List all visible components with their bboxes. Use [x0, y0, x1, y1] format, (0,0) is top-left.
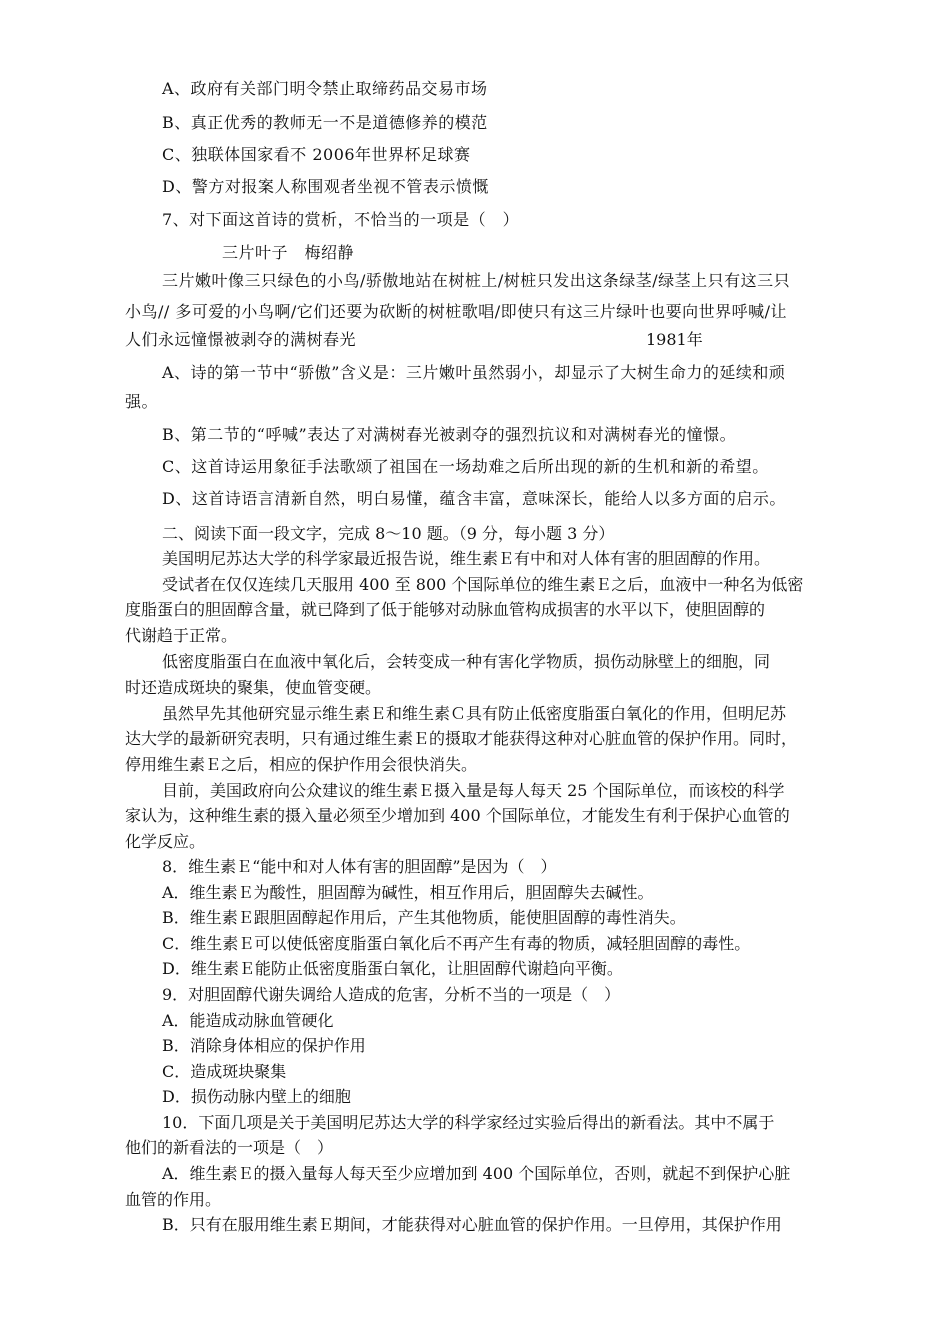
poem-line-2: 小鸟// 多可爱的小鸟啊/它们还要为砍断的树桩歌唱/即使只有这三片绿叶也要向世界呼喊/让	[125, 302, 788, 321]
q9-option-d: D．损伤动脉内壁上的细胞	[162, 1087, 351, 1106]
q8-option-c: C．维生素Ｅ可以使低密度脂蛋白氧化后不再产生有毒的物质，减轻胆固醇的毒性。	[162, 934, 751, 953]
q6-option-c: C、独联体国家看不 2006年世界杯足球赛	[162, 145, 471, 164]
q7-option-c: C、这首诗运用象征手法歌颂了祖国在一场劫难之后所出现的新的生机和新的希望。	[162, 457, 769, 476]
q8-option-b: B．维生素Ｅ跟胆固醇起作用后，产生其他物质，能使胆固醇的毒性消失。	[162, 908, 686, 927]
passage-p4-line-1: 虽然早先其他研究显示维生素Ｅ和维生素Ｃ具有防止低密度脂蛋白氧化的作用，但明尼苏	[162, 704, 787, 723]
passage-p4-line-2: 达大学的最新研究表明，只有通过维生素Ｅ的摄取才能获得这种对心脏血管的保护作用。同时，	[125, 729, 798, 748]
q6-option-a: A、政府有关部门明令禁止取缔药品交易市场	[162, 79, 488, 98]
q9-option-a: A．能造成动脉血管硬化	[162, 1011, 334, 1030]
q8-stem: 8．维生素Ｅ“能中和对人体有害的胆固醇”是因为（ ）	[162, 857, 557, 876]
poem-title: 三片叶子 梅绍静	[222, 243, 355, 262]
q8-option-d: D．维生素Ｅ能防止低密度脂蛋白氧化，让胆固醇代谢趋向平衡。	[162, 959, 623, 978]
q10-option-b-line-1: B．只有在服用维生素Ｅ期间，才能获得对心脏血管的保护作用。一旦停用，其保护作用	[162, 1215, 782, 1234]
q6-option-b: B、真正优秀的教师无一不是道德修养的模范	[162, 113, 488, 132]
passage-p2-line-3: 代谢趋于正常。	[125, 626, 238, 645]
q6-option-d: D、警方对报案人称围观者坐视不管表示愤慨	[162, 177, 489, 196]
passage-p2-line-1: 受试者在仅仅连续几天服用 400 至 800 个国际单位的维生素Ｅ之后，血液中一种名为低密	[162, 575, 804, 594]
q9-option-c: C．造成斑块聚集	[162, 1062, 287, 1081]
q7-option-b: B、第二节的“呼喊”表达了对满树春光被剥夺的强烈抗议和对满树春光的憧憬。	[162, 425, 737, 444]
passage-p3-line-2: 时还造成斑块的聚集，使血管变硬。	[125, 678, 382, 697]
poem-year: 1981年	[646, 330, 703, 349]
q10-option-a-line-2: 血管的作用。	[125, 1190, 222, 1209]
passage-p5-line-1: 目前，美国政府向公众建议的维生素Ｅ摄入量是每人每天 25 个国际单位，而该校的科学	[162, 781, 785, 800]
passage-p5-line-2: 家认为，这种维生素的摄入量必须至少增加到 400 个国际单位，才能发生有利于保护心血管的	[125, 806, 790, 825]
poem-line-3: 人们永远憧憬被剥夺的满树春光	[125, 330, 357, 349]
q7-option-a-line-2: 强。	[125, 392, 159, 411]
passage-p5-line-3: 化学反应。	[125, 832, 206, 851]
poem-line-1: 三片嫩叶像三只绿色的小鸟/骄傲地站在树桩上/树桩只发出这条绿茎/绿茎上只有这三只	[162, 271, 791, 290]
q7-option-d: D、这首诗语言清新自然，明白易懂，蕴含丰富，意味深长，能给人以多方面的启示。	[162, 489, 786, 508]
passage-p4-line-3: 停用维生素Ｅ之后，相应的保护作用会很快消失。	[125, 755, 478, 774]
q10-stem-line-1: 10．下面几项是关于美国明尼苏达大学的科学家经过实验后得出的新看法。其中不属于	[162, 1113, 775, 1132]
q8-option-a: A．维生素Ｅ为酸性，胆固醇为碱性，相互作用后，胆固醇失去碱性。	[162, 883, 654, 902]
q9-option-b: B．消除身体相应的保护作用	[162, 1036, 366, 1055]
q10-option-a-line-1: A．维生素Ｅ的摄入量每人每天至少应增加到 400 个国际单位，否则，就起不到保护心脏	[162, 1164, 791, 1183]
section-2-heading: 二、阅读下面一段文字，完成 8～10 题。（9 分，每小题 3 分）	[162, 524, 615, 543]
q9-stem: 9．对胆固醇代谢失调给人造成的危害，分析不当的一项是（ ）	[162, 985, 621, 1004]
passage-p1: 美国明尼苏达大学的科学家最近报告说，维生素Ｅ有中和对人体有害的胆固醇的作用。	[162, 549, 771, 568]
q7-option-a-line-1: A、诗的第一节中“骄傲”含义是：三片嫩叶虽然弱小，却显示了大树生命力的延续和顽	[162, 363, 786, 382]
q10-stem-line-2: 他们的新看法的一项是（ ）	[125, 1138, 334, 1157]
passage-p3-line-1: 低密度脂蛋白在血液中氧化后，会转变成一种有害化学物质，损伤动脉壁上的细胞，同	[162, 652, 771, 671]
passage-p2-line-2: 度脂蛋白的胆固醇含量，就已降到了低于能够对动脉血管构成损害的水平以下，使胆固醇的	[125, 600, 766, 619]
q7-stem: 7、对下面这首诗的赏析，不恰当的一项是（ ）	[162, 210, 520, 229]
